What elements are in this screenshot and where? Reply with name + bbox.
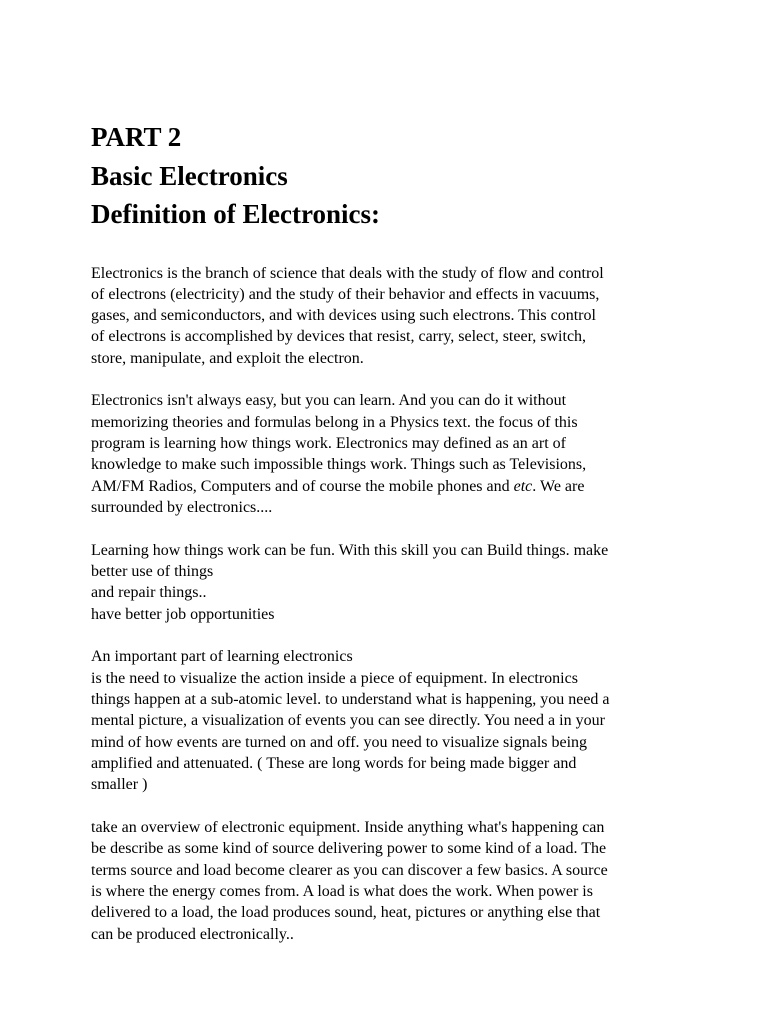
text-line: program is learning how things work. Electronics may defined as an art of [91,435,566,453]
text-line: of electrons (electricity) and the study of their behavior and effects in vacuums, [91,285,600,303]
text-line [91,476,691,497]
text-line: smaller ) [91,776,148,794]
definition-heading: Definition of Electronics: [91,199,380,229]
text-line: of electrons is accomplished by devices that resist, carry, select, steer, switch, [91,328,587,346]
text-line: amplified and attenuated. ( These are long words for being made bigger and [91,754,577,772]
text-line: mental picture, a visualization of events you can see directly. You need a in your [91,712,605,730]
part-heading: PART 2 [91,122,182,152]
text-line: have better job opportunities [91,605,275,623]
text-line: delivered to a load, the load produces sound, heat, pictures or anything else that [91,904,601,922]
text-line: be describe as some kind of source delivering power to some kind of a load. The [91,840,607,858]
text-line: is where the energy comes from. A load is what does the work. When power is [91,882,593,900]
text-segment: . We are [532,477,585,495]
text-line: better use of things [91,563,214,581]
document-page [91,118,691,966]
text-line: terms source and load become clearer as you can discover a few basics. A source [91,861,608,879]
text-line: Learning how things work can be fun. With this skill you can Build things. make [91,541,609,559]
paragraph-learning [91,390,691,518]
text-line: can be produced electronically.. [91,925,294,943]
paragraph-visualize [91,646,691,795]
body-text [91,263,691,945]
paragraph-fun [91,540,691,625]
text-line: Electronics isn't always easy, but you can learn. And you can do it without [91,392,567,410]
paragraph-overview [91,817,691,945]
paragraph-definition [91,263,691,369]
text-line: knowledge to make such impossible things work. Things such as Televisions, [91,456,587,474]
text-line: take an overview of electronic equipment. Inside anything what's happening can [91,819,605,837]
text-line: surrounded by electronics.... [91,498,273,516]
text-line: gases, and semiconductors, and with devices using such electrons. This control [91,307,596,325]
section-title: Basic Electronics [91,160,288,191]
text-line: is the need to visualize the action inside a piece of equipment. In electronics [91,669,578,687]
italic-text: etc [513,477,533,495]
text-line: memorizing theories and formulas belong in a Physics text. the focus of this [91,413,578,431]
text-line: things happen at a sub-atomic level. to understand what is happening, you need a [91,691,610,709]
text-line: An important part of learning electronics [91,648,353,666]
heading-block [91,118,691,234]
text-line: mind of how events are turned on and off. you need to visualize signals being [91,733,588,751]
text-line: and repair things.. [91,584,207,602]
text-line: store, manipulate, and exploit the electron. [91,349,364,367]
text-segment: AM/FM Radios, Computers and of course the mobile phones and [91,477,514,495]
text-line: Electronics is the branch of science that deals with the study of flow and control [91,264,604,282]
